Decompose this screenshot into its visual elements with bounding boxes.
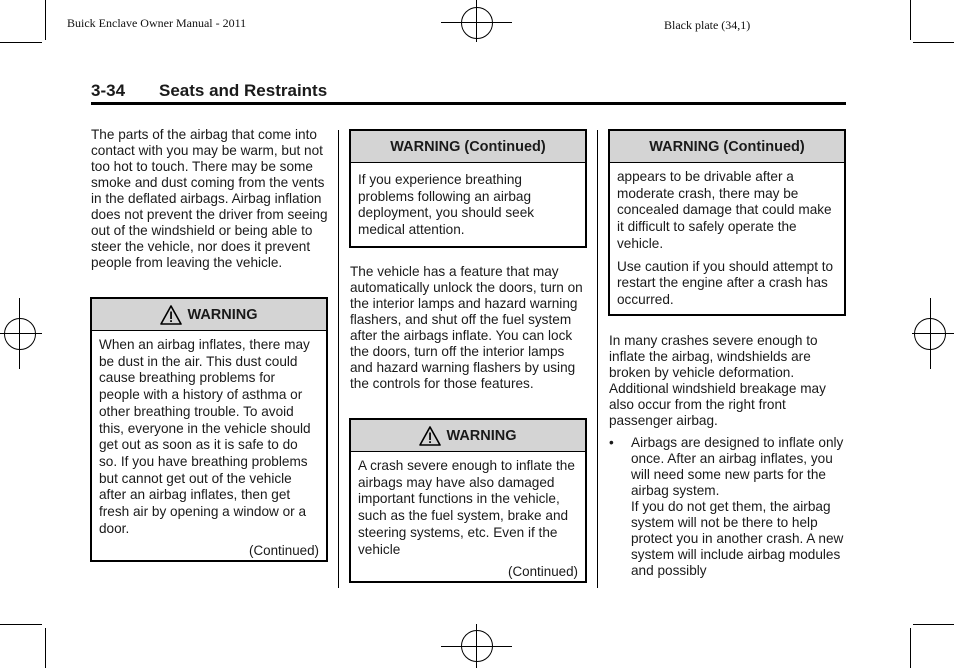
section-heading [91, 81, 327, 101]
crop-mark [0, 624, 42, 625]
continued-label: (Continued) [249, 543, 319, 559]
bullet-text: If you do not get them, the airbag system will not be there to help protect you in another crash. A new system will include airbag modules and possibly [631, 499, 844, 578]
crop-mark [910, 0, 911, 40]
bullet-text: Airbags are designed to inflate only once. After an airbag inflates, you will need some new parts for the airbag system. [631, 435, 844, 498]
body-paragraph: The parts of the airbag that come into contact with you may be warm, but not too hot to touch. There may be some smoke and dust coming from the vents in the deflated airbags. Airbag inflation does not prevent the driver from seeing out of the windshield or being able to steer the vehicle, nor does it prevent people from leaving the vehicle. [91, 127, 328, 270]
warning-triangle-icon [419, 426, 441, 446]
print-header-right: Black plate (34,1) [664, 18, 751, 32]
continued-label: (Continued) [508, 564, 578, 580]
warning-title: WARNING [187, 306, 258, 323]
warning-text: Use caution if you should attempt to restart the engine after a crash has occurred. [617, 258, 834, 307]
warning-box [90, 297, 328, 562]
warning-header [610, 131, 844, 163]
bullet-marker: • [609, 435, 614, 450]
crop-mark [0, 42, 42, 43]
crop-mark [913, 624, 954, 625]
warning-header [92, 299, 326, 331]
warning-text: If you experience breathing problems following an airbag deployment, you should seek medical attention. [358, 172, 535, 238]
body-paragraph: In many crashes severe enough to inflate the airbag, windshields are broken by vehicle deformation. Additional windshield breakage may also occur from the right front passenger airbag. [609, 333, 826, 428]
warning-text: A crash severe enough to inflate the airbags may have also damaged important functions in the vehicle, such as the fuel system, brake and steering systems, etc. Even if the vehicle [358, 458, 575, 557]
warning-box [349, 418, 587, 583]
warning-box-continued [349, 129, 587, 248]
print-header-left: Buick Enclave Owner Manual - 2011 [67, 16, 247, 30]
warning-title: WARNING (Continued) [649, 138, 805, 155]
section-title: Seats and Restraints [159, 81, 328, 100]
warning-text: appears to be drivable after a moderate crash, there may be concealed damage that could make it difficult to safely operate the vehicle. [617, 169, 832, 251]
warning-title: WARNING (Continued) [390, 138, 546, 155]
crop-mark [45, 0, 46, 40]
crop-mark [913, 42, 954, 43]
column-2-text [350, 264, 585, 392]
column-divider [597, 130, 598, 588]
page-number: 3-34 [91, 81, 126, 100]
warning-text: When an airbag inflates, there may be dust in the air. This dust could cause breathing problems for people with a history of asthma or other breathing trouble. To avoid this, everyone in the vehicle should get out as soon as it is safe to do so. If you have breathing problems but cannot get out of the vehicle after an airbag inflates, then get fresh air by opening a window or a door. [99, 337, 311, 536]
body-paragraph: The vehicle has a feature that may automatically unlock the doors, turn on the interior lamps and hazard warning flashers, and shut off the fuel system after the airbags inflate. You can lock the doors, turn off the interior lamps and hazard warning flashers by using the controls for those features. [350, 264, 583, 391]
column-divider [338, 130, 339, 588]
warning-title: WARNING [446, 427, 517, 444]
warning-triangle-icon [160, 305, 182, 325]
column-3-text [609, 333, 846, 579]
crop-mark [910, 628, 911, 668]
crop-mark [45, 628, 46, 668]
column-1 [91, 127, 331, 271]
warning-header [351, 131, 585, 163]
title-rule [91, 102, 846, 105]
bullet-item [609, 435, 846, 579]
warning-box-continued [608, 129, 846, 316]
warning-header [351, 420, 585, 452]
